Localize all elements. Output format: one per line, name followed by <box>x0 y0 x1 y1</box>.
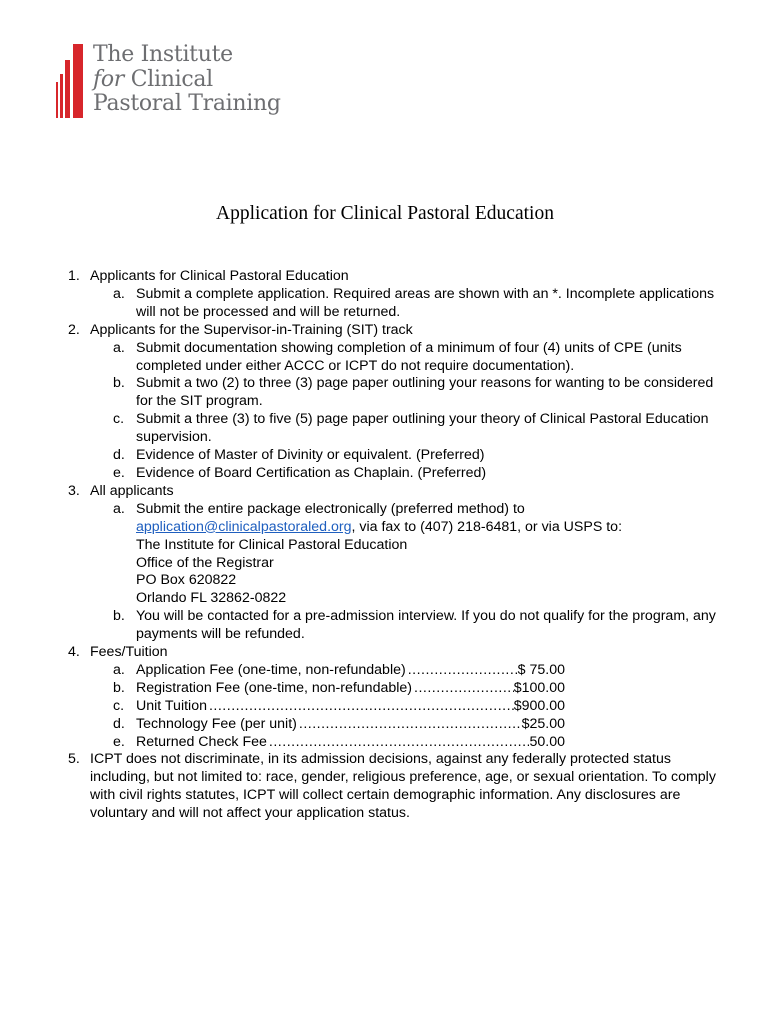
section-heading: Fees/Tuition <box>90 644 168 661</box>
fee-label: Registration Fee (one-time, non-refundable) <box>136 679 413 696</box>
fee-label: Unit Tuition <box>136 697 207 714</box>
dot-leader <box>267 734 530 752</box>
item-letter: a. <box>113 500 125 517</box>
list-item <box>68 411 728 447</box>
fee-amount: 50.00 <box>529 733 565 750</box>
address-line: PO Box 620822 <box>136 572 237 589</box>
section-1 <box>68 268 728 286</box>
fee-amount: $100.00 <box>513 679 565 696</box>
logo-line-2-italic: for <box>93 66 125 92</box>
item-text-continued: , via fax to (407) 218-6481, or via USPS to: <box>351 518 623 535</box>
list-item <box>68 465 728 483</box>
fee-label: Returned Check Fee <box>136 733 267 750</box>
address-line: Orlando FL 32862-0822 <box>136 590 287 607</box>
item-text: Submit documentation showing completion of a minimum of four (4) units of CPE (units completed under either ACCC or ICPT do not require documentation). <box>136 339 682 374</box>
fee-row <box>68 680 565 698</box>
item-letter: a. <box>113 285 125 302</box>
section-5 <box>68 751 728 823</box>
list-item <box>68 340 728 376</box>
item-text: Submit a two (2) to three (3) page paper outlining your reasons for wanting to be considered for the SIT program. <box>136 375 714 410</box>
section-number: 4. <box>68 644 80 661</box>
page-title: Application for Clinical Pastoral Education <box>216 203 554 224</box>
section-number: 1. <box>68 268 80 284</box>
fee-label: Technology Fee (per unit) <box>136 715 297 732</box>
application-instructions <box>68 268 728 823</box>
list-item <box>68 608 728 644</box>
dot-leader <box>297 716 522 734</box>
address-line: Office of the Registrar <box>136 554 274 571</box>
fee-amount: $ 75.00 <box>517 661 565 678</box>
dot-leader <box>207 698 514 716</box>
item-text: You will be contacted for a pre-admission interview. If you do not qualify for the program, any payments will be refunded. <box>136 608 716 643</box>
item-text: Submit a three (3) to five (5) page paper outlining your theory of Clinical Pastoral Education supervision. <box>136 411 709 446</box>
list-item <box>68 447 728 465</box>
fee-amount: $900.00 <box>513 697 565 714</box>
item-text: Submit a complete application. Required areas are shown with an *. Incomplete applications will not be processed and will be returned. <box>136 285 715 320</box>
section-number: 3. <box>68 482 80 499</box>
section-heading: Applicants for Clinical Pastoral Education <box>90 268 349 284</box>
item-text: Evidence of Master of Divinity or equivalent. (Preferred) <box>136 447 485 464</box>
section-2 <box>68 322 728 340</box>
list-item <box>68 286 728 322</box>
logo-wordmark <box>93 43 281 117</box>
item-letter: d. <box>113 715 125 732</box>
item-letter: d. <box>113 447 125 464</box>
fee-row <box>68 716 565 734</box>
logo-bars-icon <box>56 42 86 122</box>
item-letter: b. <box>113 608 125 625</box>
address-line: The Institute for Clinical Pastoral Education <box>136 536 408 553</box>
item-letter: c. <box>113 697 125 714</box>
list-item <box>68 375 728 411</box>
section-4 <box>68 644 728 662</box>
fee-label: Application Fee (one-time, non-refundable) <box>136 661 406 678</box>
item-letter: a. <box>113 339 125 356</box>
item-letter: c. <box>113 411 125 428</box>
section-number: 5. <box>68 751 80 768</box>
dot-leader <box>412 680 514 698</box>
section-heading: All applicants <box>90 482 174 499</box>
fee-row <box>68 734 565 752</box>
section-number: 2. <box>68 321 80 338</box>
section-heading: ICPT does not discriminate, in its admission decisions, against any federally protected status including, but not limited to: race, gender, religious preference, age, or sexual orientation. To comply with civil rights statutes, ICPT will collect certain demographic information. Any disclosures are voluntary and will not affect your application status. <box>90 751 716 822</box>
logo-line-2-rest: Clinical <box>124 66 213 92</box>
fee-row <box>68 698 565 716</box>
section-heading: Applicants for the Supervisor-in-Training (SIT) track <box>90 321 413 338</box>
section-3 <box>68 483 728 501</box>
item-letter: b. <box>113 375 125 392</box>
item-letter: e. <box>113 464 125 481</box>
item-letter: e. <box>113 733 125 750</box>
dot-leader <box>406 662 518 680</box>
email-link[interactable]: application@clinicalpastoraled.org <box>136 518 352 535</box>
logo-line-2 <box>93 68 281 93</box>
logo-line-1: The Institute <box>93 42 233 67</box>
item-text: Submit the entire package electronically (preferred method) to <box>136 500 525 517</box>
logo-line-3: Pastoral Training <box>93 91 281 116</box>
institute-logo <box>56 42 326 130</box>
item-text: Evidence of Board Certification as Chaplain. (Preferred) <box>136 464 487 481</box>
fee-row <box>68 662 565 680</box>
item-letter: a. <box>113 661 125 678</box>
fee-amount: $25.00 <box>521 715 565 732</box>
item-letter: b. <box>113 679 125 696</box>
list-item <box>68 501 728 608</box>
